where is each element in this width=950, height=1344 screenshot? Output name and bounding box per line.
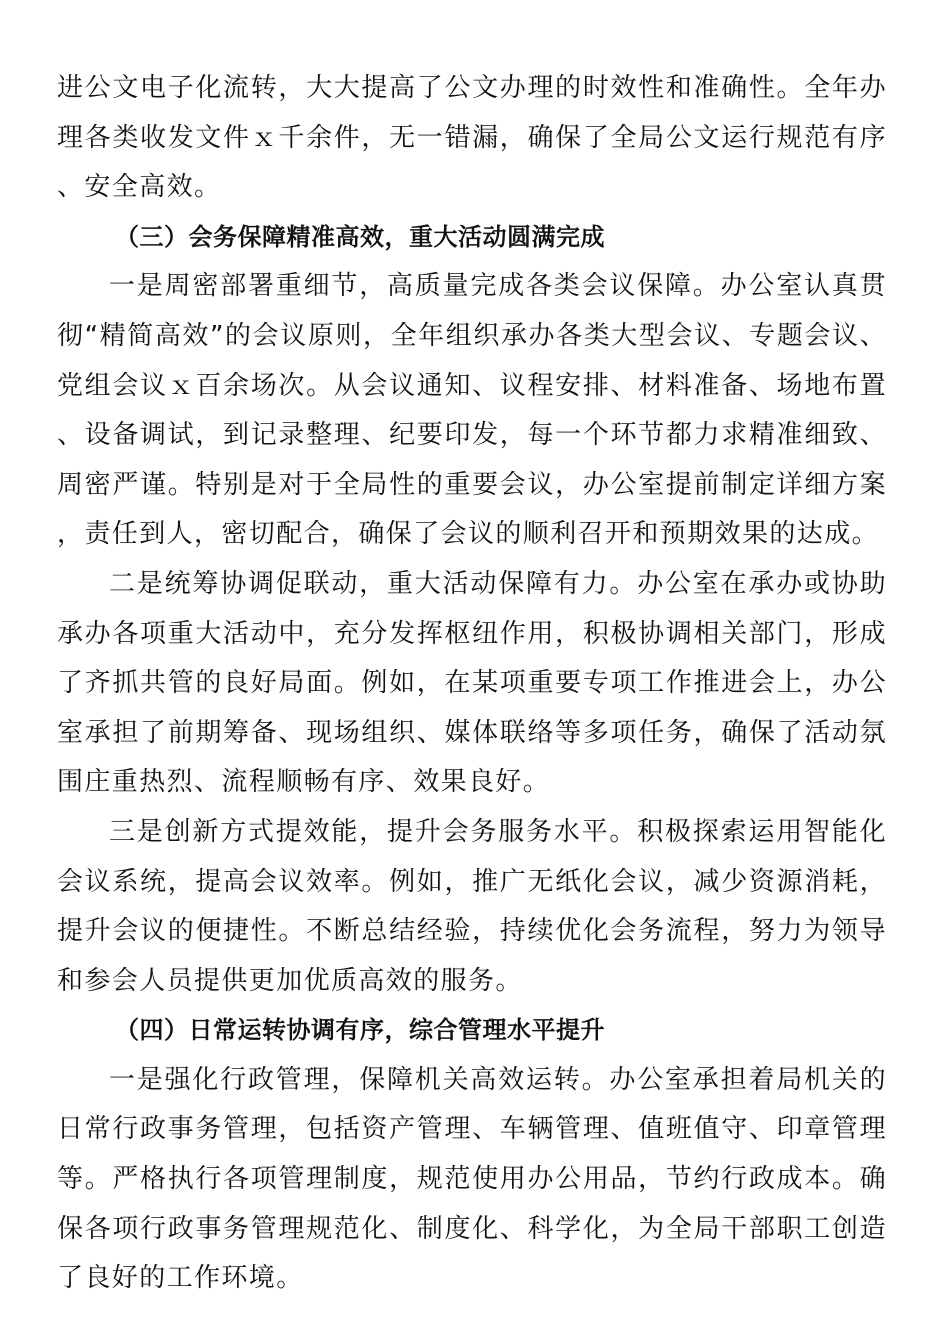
paragraph-meeting-deployment: 一是周密部署重细节，高质量完成各类会议保障。办公室认真贯彻“精简高效”的会议原则，全年组织承办各类大型会议、专题会议、党组会议ｘ百余场次。从会议通知、议程安排、材料准备、场地布置、设备调试，到记录整理、纪要印发，每一个环节都力求精准细致、周密严谨。特别是对于全局性的重要会议，办公室提前制定详细方案，责任到人，密切配合，确保了会议的顺利召开和预期效果的达成。: [57, 271, 887, 550]
paragraph-event-coordination: 二是统筹协调促联动，重大活动保障有力。办公室在承办或协助承办各项重大活动中，充分发挥枢纽作用，积极协调相关部门，形成了齐抓共管的良好局面。例如，在某项重要专项工作推进会上，办公室承担了前期筹备、现场组织、媒体联络等多项任务，确保了活动氛围庄重热烈、流程顺畅有序、效果良好。: [57, 568, 887, 798]
paragraph-document-circulation: 进公文电子化流转，大大提高了公文办理的时效性和准确性。全年办理各类收发文件ｘ千余件，无一错漏，确保了全局公文运行规范有序、安全高效。: [57, 73, 887, 203]
section-heading-meeting-services: （三）会务保障精准高效，重大活动圆满完成: [115, 222, 605, 251]
document-page: [57, 64, 887, 1304]
paragraph-meeting-innovation: 三是创新方式提效能，提升会务服务水平。积极探索运用智能化会议系统，提高会议效率。例如，推广无纸化会议，减少资源消耗，提升会议的便捷性。不断总结经验，持续优化会务流程，努力为领导和参会人员提供更加优质高效的服务。: [57, 816, 887, 996]
paragraph-administrative-management: 一是强化行政管理，保障机关高效运转。办公室承担着局机关的日常行政事务管理，包括资产管理、车辆管理、值班值守、印章管理等。严格执行各项管理制度，规范使用办公用品，节约行政成本。确保各项行政事务管理规范化、制度化、科学化，为全局干部职工创造了良好的工作环境。: [57, 1064, 887, 1294]
section-heading-daily-operations: （四）日常运转协调有序，综合管理水平提升: [115, 1016, 605, 1045]
